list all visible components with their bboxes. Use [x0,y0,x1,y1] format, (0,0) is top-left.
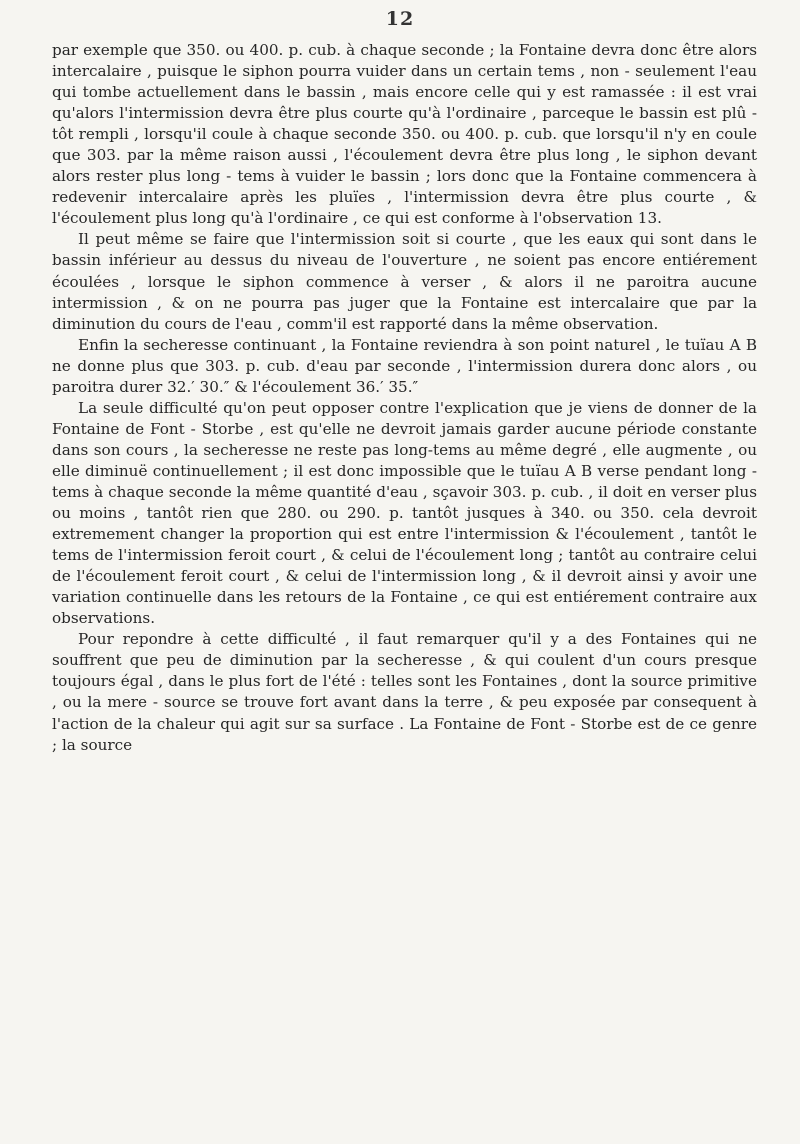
body-text [52,40,757,756]
paragraph-1: par exemple que 350. ou 400. p. cub. à chaque seconde ; la Fontaine devra donc être alors intercalaire , puisque le siphon pourra vuider dans un certain tems , non - seulement l'eau qui tombe actuellement dans le bassin , mais encore celle qui y est ramassée : il est vrai qu'alors l'intermission devra être plus courte qu'à l'ordinaire , parceque le bassin est plû - tôt rempli , lorsqu'il coule à chaque seconde 350. ou 400. p. cub. que lorsqu'il n'y en coule que 303. par la même raison aussi , l'écoulement devra être plus long , le siphon devant alors rester plus long - tems à vuider le bassin ; lors donc que la Fontaine commencera à redevenir intercalaire après les pluïes , l'intermission devra être plus courte , & l'écoulement plus long qu'à l'ordinaire , ce qui est conforme à l'observation 13. [52,41,757,228]
paragraph-3: Enfin la secheresse continuant , la Fontaine reviendra à son point naturel , le tuïau A B ne donne plus que 303. p. cub. d'eau par seconde , l'intermission durera donc alors , ou paroitra durer 32.′ 30.″ & l'écoulement 36.′ 35.″ [52,335,757,396]
paragraph-2: Il peut même se faire que l'intermission soit si courte , que les eaux qui sont dans le bassin inférieur au dessus du niveau de l'ouverture , ne soient pas encore entiérement écoulées , lorsque le siphon commence à verser , & alors il ne paroitra aucune intermission , & on ne pourra pas juger que la Fontaine est intercalaire que par la diminution du cours de l'eau , comm'il est rapporté dans la même observation. [52,230,757,333]
page-number: 12 [385,8,415,30]
paragraph-4: La seule difficulté qu'on peut opposer contre l'explication que je viens de donner de la Fontaine de Font - Storbe , est qu'elle ne devroit jamais garder aucune période constante dans son cours , la secheresse ne reste pas long-tems au même degré , elle augmente , ou elle diminuë continuellement ; il est donc impossible que le tuïau A B verse pendant long - tems à chaque seconde la même quantité d'eau , sçavoir 303. p. cub. , il doit en verser plus ou moins , tantôt rien que 280. ou 290. p. tantôt jusques à 340. ou 350. cela devroit extremement changer la proportion qui est entre l'intermission & l'écoulement , tantôt le tems de l'intermission feroit court , & celui de l'écoulement long ; tantôt au contraire celui de l'écoulement feroit court , & celui de l'intermission long , & il devroit ainsi y avoir une variation continuelle dans les retours de la Fontaine , ce qui est entiérement contraire aux observations. [52,398,757,628]
paragraph-5: Pour repondre à cette difficulté , il faut remarquer qu'il y a des Fontaines qui ne souffrent que peu de diminution par la secheresse , & qui coulent d'un cours presque toujours égal , dans le plus fort de l'été : telles sont les Fontaines , dont la source primitive , ou la mere - source se trouve fort avant dans la terre , & peu exposée par consequent à l'action de la chaleur qui agit sur sa surface . La Fontaine de Font - Storbe est de ce genre ; la source [52,630,757,754]
